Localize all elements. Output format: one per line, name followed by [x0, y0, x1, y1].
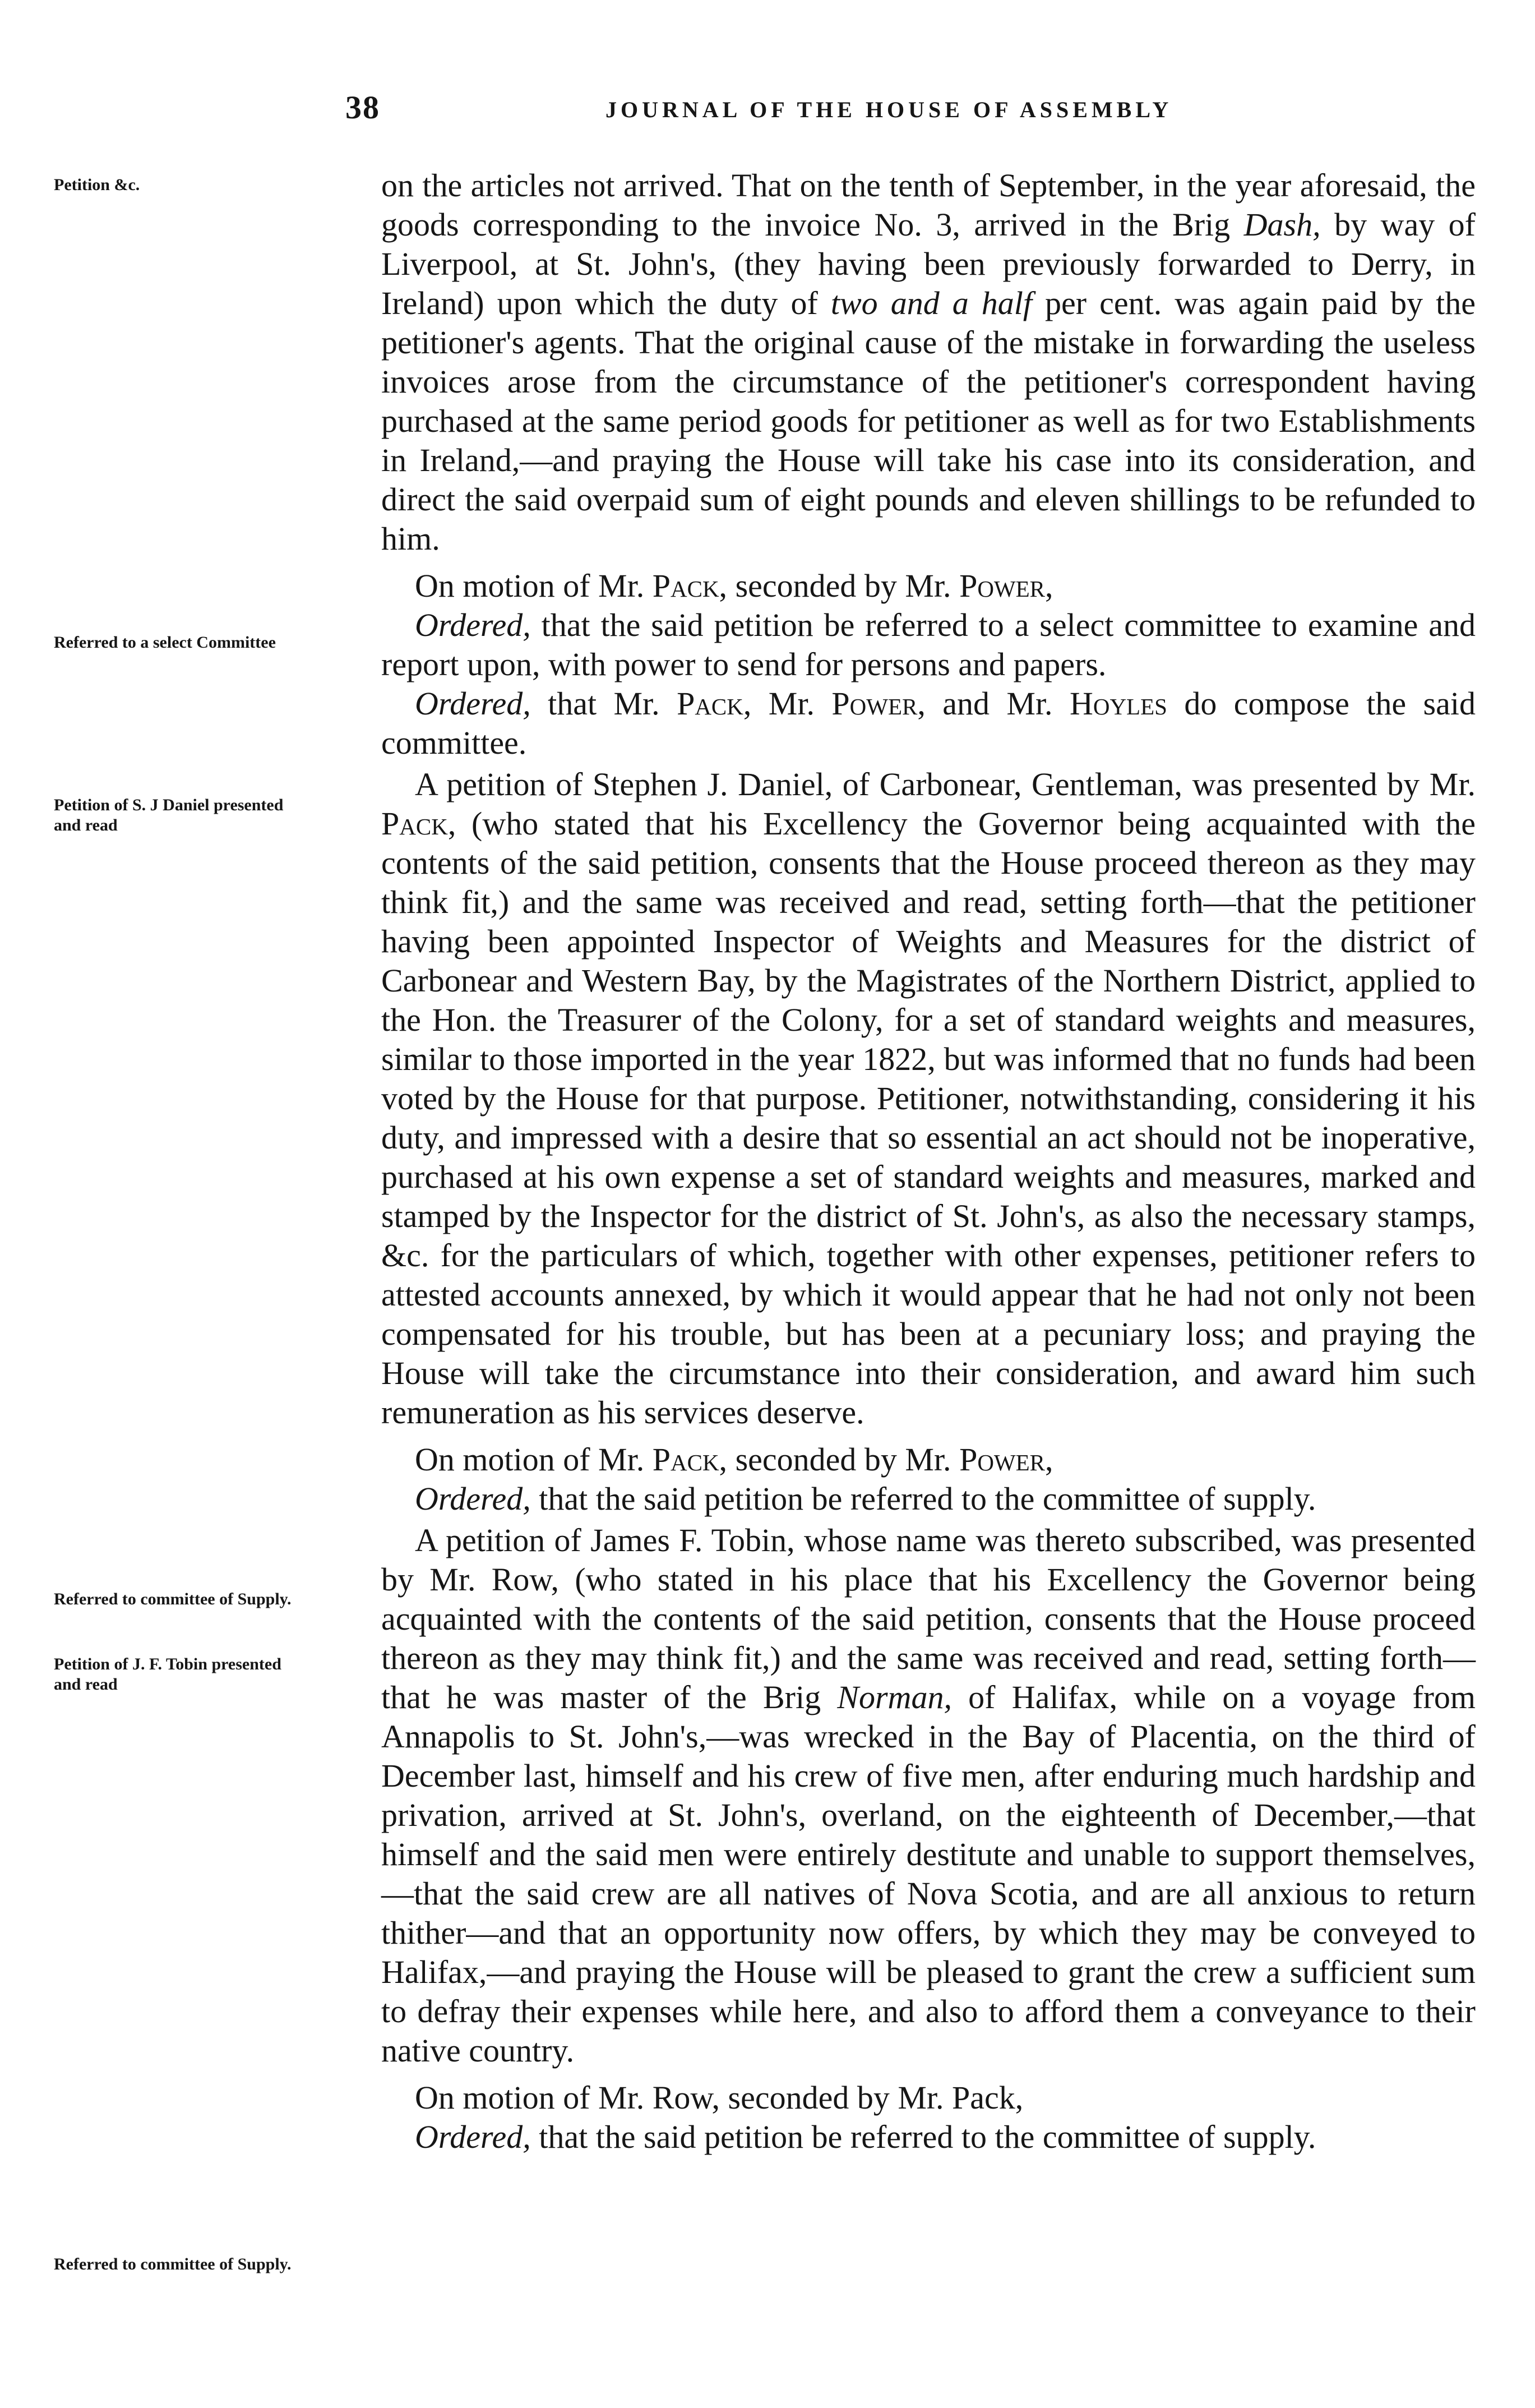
order-committee-of-supply-1: Ordered, that the said petition be referred to the committee of supply. [415, 1480, 1316, 1517]
order-committee-of-supply-2: Ordered, that the said petition be referred to the committee of supply. [415, 2119, 1316, 2155]
duty-rate: two and a half [830, 285, 1033, 321]
ship-name-norman: Norman, [837, 1679, 952, 1715]
journal-body [381, 166, 1476, 2157]
motion-row-pack: On motion of Mr. Row, seconded by Mr. Pack, [415, 2079, 1024, 2116]
margin-note-daniel-petition: Petition of S. J Daniel presented and read [54, 796, 284, 834]
order-committee-members: Ordered, that Mr. Pack, Mr. Power, and Mr. Hoyles do compose the said committee. [381, 685, 1476, 761]
page-number: 38 [345, 89, 380, 126]
paragraph-articles-not-arrived: on the articles not arrived. That on the tenth of September, in the year aforesaid, the goods corresponding to the invoice No. 3, arrived in the Brig Dash, by way of Liverpool, at St. John's, (they having been previously forwarded to Derry, in Ireland) upon which the duty of two and a half per cent. was again paid by the petitioner's agents. That the original cause of the mistake in forwarding the useless invoices arose from the circumstance of the petitioner's correspondent having purchased at the same period goods for petitioner as well as for two Establishments in Ireland,—and praying the House will take his case into its consideration, and direct the said overpaid sum of eight pounds and eleven shillings to be refunded to him. [381, 167, 1476, 557]
margin-note-referred-supply-2: Referred to committee of Supply. [54, 2255, 292, 2273]
margin-note-referred-supply-1: Referred to committee of Supply. [54, 1590, 292, 1608]
motion-pack-power-1: On motion of Mr. Pack, seconded by Mr. Power, [415, 568, 1053, 604]
margin-note-referred-select: Referred to a select Committee [54, 633, 276, 652]
paragraph-daniel-petition: A petition of Stephen J. Daniel, of Carbonear, Gentleman, was presented by Mr. Pack, (who stated that his Excellency the Governor being acquainted with the contents of the said petition, consents that the House proceed thereon as they may think fit,) and the same was received and read, setting forth—that the petitioner having been appointed Inspector of Weights and Measures for the district of Carbonear and Western Bay, by the Magistrates of the Northern District, applied to the Hon. the Treasurer of the Colony, for a set of standard weights and measures, similar to those imported in the year 1822, but was informed that no funds had been voted by the House for that purpose. Petitioner, notwithstanding, considering it his duty, and impressed with a desire that so essential an act should not be inoperative, purchased at his own expense a set of standard weights and measures, marked and stamped by the Inspector for the district of St. John's, as also the necessary stamps, &c. for the particulars of which, together with other expenses, petitioner refers to attested accounts annexed, by which it would appear that he had not only not been compensated for his trouble, but has been at a pecuniary loss; and praying the House will take the circumstance into their consideration, and award him such remuneration as his services deserve. [381, 766, 1476, 1431]
ship-name-dash: Dash, [1243, 206, 1321, 243]
order-select-committee: Ordered, that the said petition be referred to a select committee to examine and report upon, with power to send for persons and papers. [381, 607, 1476, 682]
paragraph-tobin-petition: A petition of James F. Tobin, whose name was thereto subscribed, was presented by Mr. Row, (who stated in his place that his Excellency the Governor being acquainted with the contents of the said petition, consents that the House proceed thereon as they may think fit,) and the same was received and read, setting forth—that he was master of the Brig Norman, of Halifax, while on a voyage from Annapolis to St. John's,—was wrecked in the Bay of Placentia, on the third of December last, himself and his crew of five men, after enduring much hardship and privation, arrived at St. John's, overland, on the eighteenth of December,—that himself and the said men were entirely destitute and unable to support themselves,—that the said crew are all natives of Nova Scotia, and are all anxious to return thither—and that an opportunity now offers, by which they may be conveyed to Halifax,—and praying the House will be pleased to grant the crew a sufficient sum to defray their expenses while here, and also to afford them a conveyance to their native country. [381, 1522, 1476, 2069]
margin-note-petition: Petition &c. [54, 176, 140, 194]
margin-note-tobin-petition: Petition of J. F. Tobin presented and read [54, 1655, 281, 1694]
running-head: JOURNAL OF THE HOUSE OF ASSEMBLY [605, 97, 1173, 122]
motion-pack-power-2: On motion of Mr. Pack, seconded by Mr. Power, [415, 1441, 1053, 1478]
